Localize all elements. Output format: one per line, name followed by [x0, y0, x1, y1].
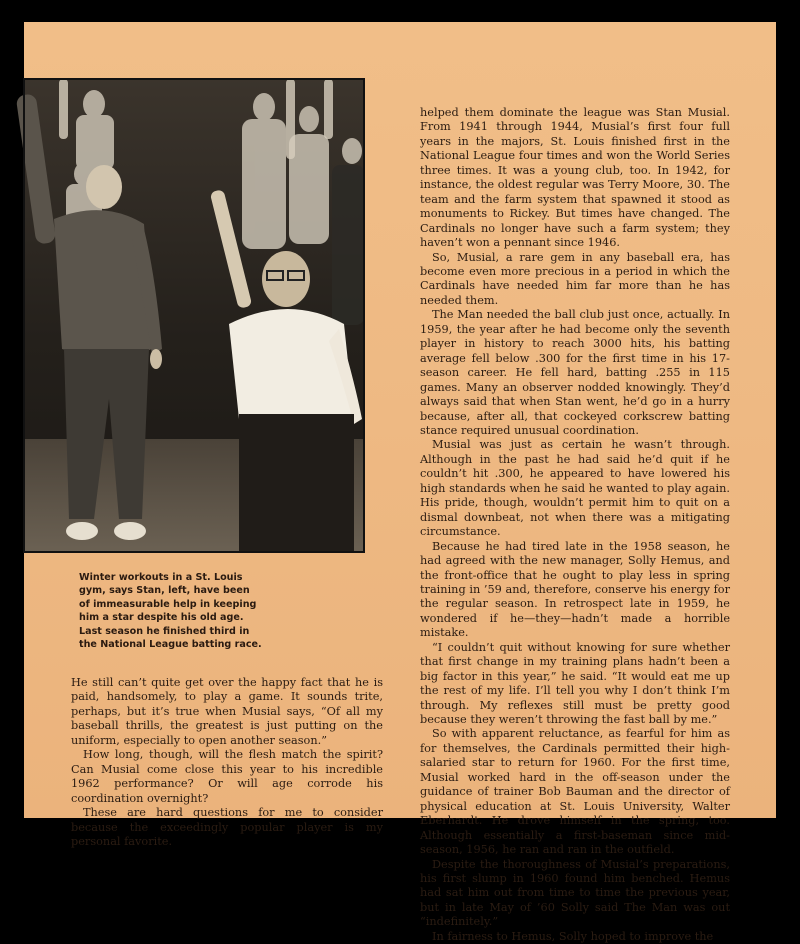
- workout-photo: [24, 79, 364, 552]
- caption-line: Winter workouts in a St. Louis: [79, 572, 243, 583]
- caption-line: gym, says Stan, left, have been: [79, 585, 250, 597]
- body-paragraph: “I couldn’t quit without knowing for sure whether that first change in my training plans hadn’t been a big factor in this year,” he said. “It would eat me up the rest of my life. I’ll tell you why I don’t think I’m through. My reflexes still must be pretty good because they weren’t throwing the fast ball by me.”: [420, 640, 730, 727]
- body-paragraph: Despite the thoroughness of Musial’s preparations, his first slump in 1960 found him benched. Hemus had sat him out from time to time the previous year, but in late May of ’60 Solly said The Man was out “indefinitely.”: [420, 857, 730, 929]
- body-paragraph: How long, though, will the flesh match the spirit? Can Musial come close this year to his incredible 1962 performance? Or will age corrode his coordination overnight?: [71, 748, 383, 805]
- body-paragraph: These are hard questions for me to consider because the exceedingly popular player is my personal favorite.: [71, 806, 383, 848]
- caption-line: him a star despite his old age.: [79, 612, 244, 624]
- magazine-page: [24, 22, 776, 943]
- body-paragraph: helped them dominate the league was Stan Musial. From 1941 through 1944, Musial’s first four full years in the majors, St. Louis finished first in the National League four times and won the World Series three times. It was a young club, too. In 1942, for instance, the oldest regular was Terry Moore, 30. The team and the farm system that spawned it stood as monuments to Rickey. But times have changed. The Cardinals no longer have such a farm system; they haven’t won a pennant since 1946.: [420, 106, 730, 250]
- body-paragraph: Because he had tired late in the 1958 season, he had agreed with the new manager, Solly Hemus, and the front-office that he ought to play less in spring training in ’59 and, therefore, conserve his energy for the regular season. In retrospect late in 1959, he wondered if he—they—hadn’t made a horrible mistake.: [420, 539, 730, 640]
- right-text-column: [420, 106, 730, 944]
- caption-line: the National League batting race.: [79, 639, 262, 651]
- caption-line: of immeasurable help in keeping: [79, 598, 257, 610]
- caption-line: Last season he finished third in: [79, 625, 250, 637]
- photo-caption: [79, 571, 319, 651]
- body-paragraph: In fairness to Hemus, Solly hoped to improve the: [432, 929, 714, 943]
- body-paragraph: The Man needed the ball club just once, actually. In 1959, the year after he had become only the seventh player in history to reach 3000 hits, his batting average fell below .300 for the first time in his 17-season career. He fell hard, batting .255 in 115 games. Many an observer nodded knowingly. They’d always said that when Stan went, he’d go in a hurry because, after all, that cockeyed corkscrew batting stance required unusual coordination.: [420, 308, 730, 437]
- body-paragraph: Musial was just as certain he wasn’t through. Although in the past he had said he’d quit if he couldn’t hit .300, he appeared to have lowered his high standards when he said he wanted to play again. His pride, though, wouldn’t permit him to quit on a dismal downbeat, not when there was a mitigating circumstance.: [420, 438, 730, 539]
- left-text-column: [71, 676, 383, 849]
- body-paragraph: So, Musial, a rare gem in any baseball era, has become even more precious in a period in which the Cardinals have needed him far more than he has needed them.: [420, 250, 730, 307]
- body-paragraph: He still can’t quite get over the happy fact that he is paid, handsomely, to play a game. It sounds trite, perhaps, but it’s true when Musial says, “Of all my baseball thrills, the greatest is just putting on the uniform, especially to open another season.”: [71, 676, 383, 747]
- photo-illustration: [24, 79, 364, 552]
- body-paragraph: So with apparent reluctance, as fearful for him as for themselves, the Cardinals permitted their high-salaried star to return for 1960. For the first time, Musial worked hard in the off-season under the guidance of trainer Bob Bauman and the director of physical education at St. Louis University, Walter Eberhardt. He drove himself in the spring, too. Although essentially a first-baseman since mid-season, 1956, he ran and ran in the outfield.: [420, 727, 730, 857]
